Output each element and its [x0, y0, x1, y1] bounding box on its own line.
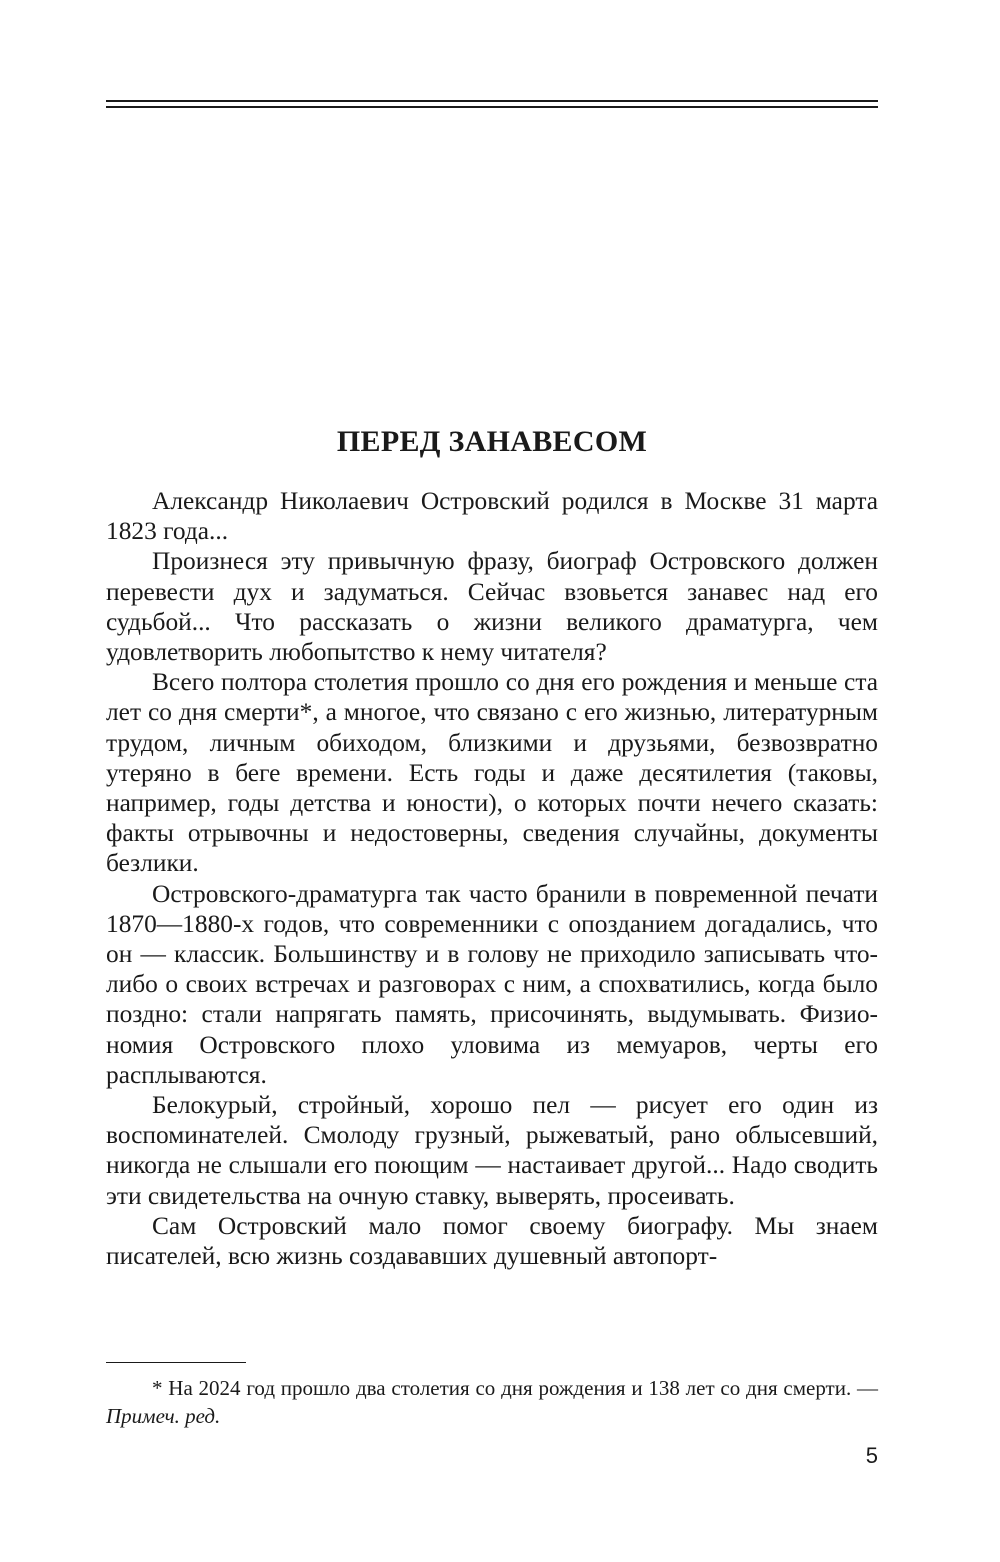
footnote-editor-note: Примеч. ред. — [106, 1404, 221, 1428]
paragraph: Островского-драматурга так часто бранили в повременной печати 1870—1880-х годов, что современники с опозданием догадались, что он — классик. Большинству и в голову не приходило записывать что-либо о своих встречах и разговорах с ним, а спохватились, когда было поздно: стали напрягать память, присочинять, выдумывать. Физиономия Островского плохо уловима из мемуаров, черты его расплываются. — [106, 879, 878, 1089]
paragraph: Александр Николаевич Островский родился в Москве 31 марта 1823 года... — [106, 487, 878, 546]
footnote — [106, 1374, 878, 1430]
body-text — [106, 486, 878, 1271]
chapter-title: ПЕРЕД ЗАНАВЕСОМ — [336, 425, 648, 458]
paragraph: Всего полтора столетия прошло со дня его рождения и меньше ста лет со дня смерти*, а многое, что связано с его жизнью, литературным трудом, личным обиходом, близкими и друзьями, безвозвратно утеряно в беге времени. Есть годы и даже десятилетия (таковы, например, годы детства и юности), о которых почти нечего сказать: факты отрывочны и недостоверны, сведения случайны, документы безлики. — [106, 668, 878, 878]
page-number: 5 — [865, 1443, 878, 1468]
header-rule-top — [106, 100, 878, 102]
paragraph: Произнеся эту привычную фразу, биограф Островского должен перевести дух и задуматься. Сейчас взовьется занавес над его судьбой... Что рассказать о жизни великого драматурга, чем удовлетворить любопытство к нему читателя? — [106, 547, 878, 667]
paragraph: Белокурый, стройный, хорошо пел — рисует его один из воспоминателей. Смолоду грузный, рыжеватый, рано облысевший, никогда не слышали его поющим — настаивает другой... Надо сводить эти свидетельства на очную ставку, выверять, просеивать. — [106, 1091, 878, 1210]
footnote-divider — [106, 1362, 246, 1363]
paragraph: Сам Островский мало помог своему биографу. Мы знаем писателей, всю жизнь создававших душевный автопорт- — [106, 1211, 878, 1271]
header-rule-bottom — [106, 106, 878, 108]
footnote-text: * На 2024 год прошло два столетия со дня рождения и 138 лет со дня смерти. — — [152, 1376, 878, 1400]
